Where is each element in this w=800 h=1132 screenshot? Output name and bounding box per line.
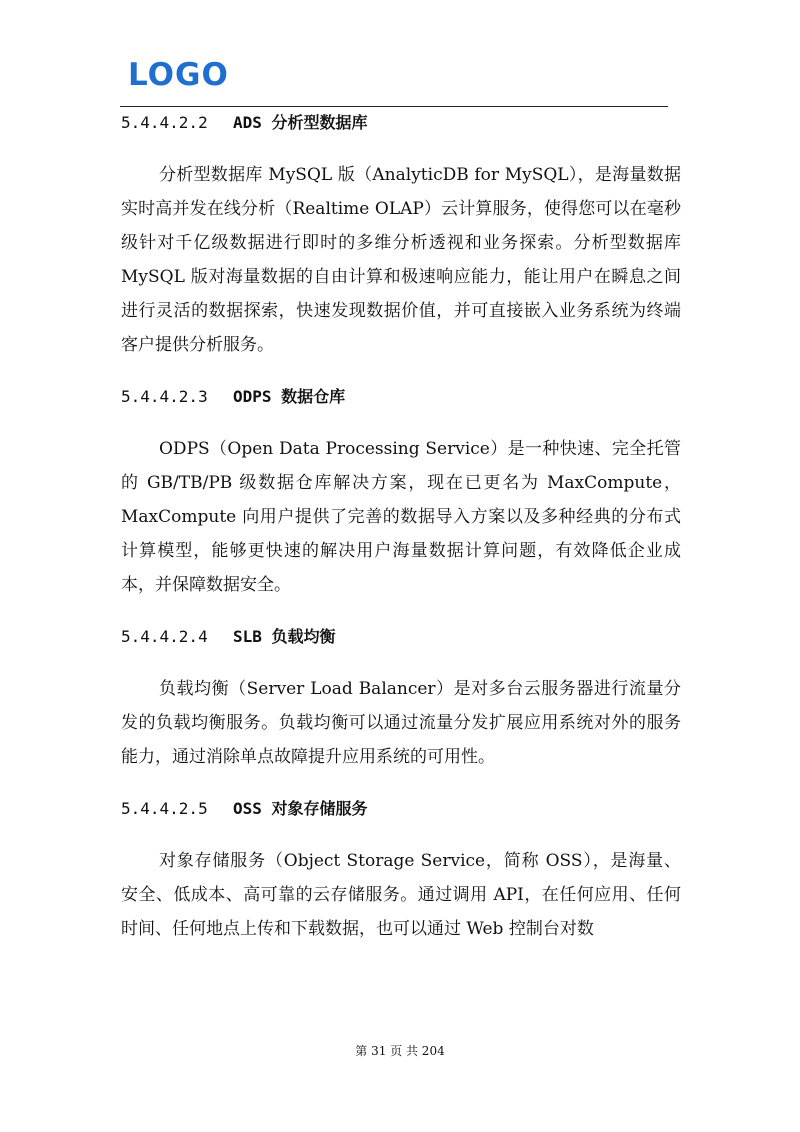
section-number: 5.4.4.2.2 — [121, 113, 208, 132]
section-title: ADS 分析型数据库 — [233, 113, 368, 132]
section-title: OSS 对象存储服务 — [233, 799, 368, 818]
section-heading — [121, 794, 681, 824]
section-paragraph: ODPS（Open Data Processing Service）是一种快速、完全托管的 GB/TB/PB 级数据仓库解决方案，现在已更名为 MaxCompute，MaxCompute 向用户提供了完善的数据导入方案以及多种经典的分布式计算模型，能够更快速的解决用户海量数据计算问题，有效降低企业成本，并保障数据安全。 — [121, 439, 681, 595]
section-paragraph: 对象存储服务（Object Storage Service，简称 OSS），是海量、安全、低成本、高可靠的云存储服务。通过调用 API，在任何应用、任何时间、任何地点上传和下载数据，也可以通过 Web 控制台对数 — [121, 851, 681, 939]
section-number: 5.4.4.2.4 — [121, 627, 208, 646]
page-footer: 第 31 页 共 204 — [355, 1044, 445, 1058]
logo: LOGO — [128, 57, 229, 93]
section-paragraph: 分析型数据库 MySQL 版（AnalyticDB for MySQL），是海量数据实时高并发在线分析（Realtime OLAP）云计算服务，使得您可以在毫秒级针对千亿级数据进行即时的多维分析透视和业务探索。分析型数据库 MySQL 版对海量数据的自由计算和极速响应能力，能让用户在瞬息之间进行灵活的数据探索，快速发现数据价值，并可直接嵌入业务系统为终端客户提供分析服务。 — [121, 165, 681, 355]
section-number: 5.4.4.2.5 — [121, 799, 208, 818]
section-heading — [121, 108, 681, 138]
header-rule — [120, 106, 668, 107]
section-number: 5.4.4.2.3 — [121, 387, 208, 406]
section-paragraph: 负载均衡（Server Load Balancer）是对多台云服务器进行流量分发的负载均衡服务。负载均衡可以通过流量分发扩展应用系统对外的服务能力，通过消除单点故障提升应用系统的可用性。 — [121, 679, 681, 767]
section-heading — [121, 382, 681, 412]
document-body — [121, 108, 681, 946]
section-title: SLB 负载均衡 — [233, 627, 336, 646]
section-heading — [121, 622, 681, 652]
section-title: ODPS 数据仓库 — [233, 387, 346, 406]
